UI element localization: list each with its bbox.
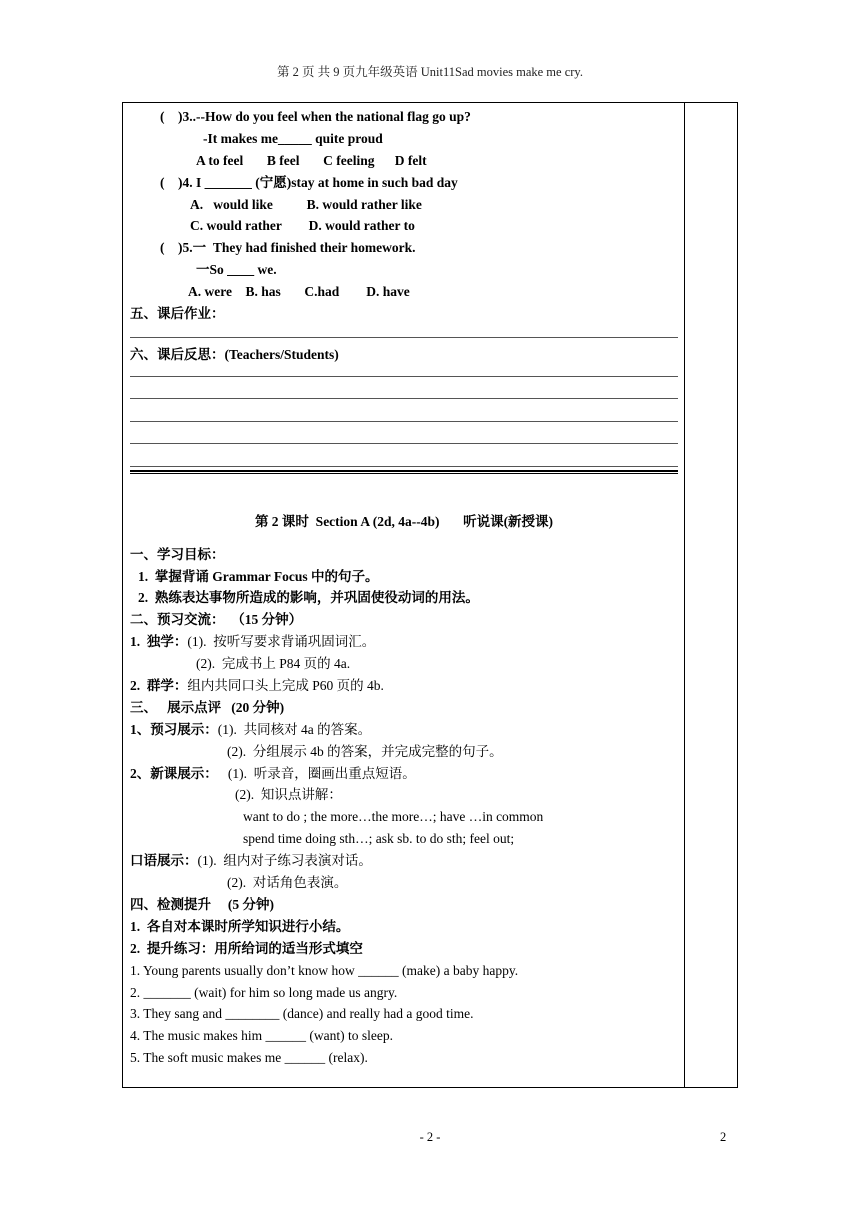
lesson-line xyxy=(130,784,678,806)
lesson-line-text: 1. 掌握背诵 Grammar Focus 中的句子。 xyxy=(138,568,379,584)
lesson-line-text: 2. 熟练表达事物所造成的影响，并巩固使役动词的用法。 xyxy=(138,590,479,606)
lesson-line-text: 5. The soft music makes me ______ (relax). xyxy=(130,1050,368,1066)
lesson-line-text: (1). 共同核对 4a 的答案。 xyxy=(217,721,372,737)
lesson-line xyxy=(130,806,678,828)
exercise-line xyxy=(130,172,678,194)
lesson-line-text: want to do ; the more…the more…; have …in common xyxy=(243,809,544,825)
lesson-line-label: 2、新课展示： xyxy=(130,765,218,781)
lesson-line-text: 1. 各自对本课时所学知识进行小结。 xyxy=(130,918,350,934)
lesson-line-text: 3. They sang and ________ (dance) and really had a good time. xyxy=(130,1006,474,1022)
lesson-line xyxy=(130,544,678,566)
page-number-center: - 2 - xyxy=(419,1130,441,1144)
lesson-line-text: 四、检测提升 (5 分钟) xyxy=(130,896,274,912)
lesson-line xyxy=(130,872,678,894)
page-header: 第 2 页 共 9 页九年级英语 Unit11Sad movies make me cry. xyxy=(277,65,583,79)
lesson-line-text: 1. Young parents usually don’t know how ______ (make) a baby happy. xyxy=(130,962,519,978)
lesson-line-text: (2). 对话角色表演。 xyxy=(227,875,348,891)
lesson-line xyxy=(130,653,678,675)
exercise-line xyxy=(130,215,678,237)
lesson-line xyxy=(130,1047,678,1069)
lesson-line xyxy=(130,697,678,719)
lesson-line-text: 2. _______ (wait) for him so long made us angry. xyxy=(130,984,398,1000)
lesson-line xyxy=(130,960,678,982)
lesson-plan xyxy=(130,544,678,1069)
lesson-line xyxy=(130,609,678,631)
exercise-line xyxy=(130,281,678,303)
answer-line xyxy=(130,399,678,422)
answer-line xyxy=(130,422,678,445)
lesson-line xyxy=(130,675,678,697)
exercise-line xyxy=(130,128,678,150)
exercise-line xyxy=(130,106,678,128)
lesson-line-text: spend time doing sth…; ask sb. to do sth; feel out; xyxy=(243,831,515,847)
lesson-line-label: 1、预习展示： xyxy=(130,721,218,737)
page-number-right: 2 xyxy=(720,1130,727,1144)
lesson-line xyxy=(130,982,678,1004)
lesson-line xyxy=(130,1003,678,1025)
lesson-line xyxy=(130,719,678,741)
lesson-line-text: (2). 完成书上 P84 页的 4a. xyxy=(196,656,351,672)
lesson-line xyxy=(130,763,678,785)
lesson-title: 第 2 课时 Section A (2d, 4a--4b) 听说课(新授课) xyxy=(254,513,554,529)
lesson-line xyxy=(130,894,678,916)
exercise-line-text: A. would like B. would rather like xyxy=(190,196,422,212)
lesson-line xyxy=(130,587,678,609)
lesson-line-text: (1). 组内对子练习表演对话。 xyxy=(197,853,372,869)
worksheet-content xyxy=(130,106,678,1069)
answer-line xyxy=(130,366,678,377)
lesson-line xyxy=(130,631,678,653)
exercise-line-text: ( )3..--How do you feel when the national flag go up? xyxy=(160,109,471,124)
lesson-line-text: 组内共同口头上完成 P60 页的 4b. xyxy=(187,678,384,694)
lesson-line xyxy=(130,916,678,938)
lesson-line-label: 2. 群学： xyxy=(130,678,188,694)
lesson-line-text: 三、 展示点评 (20 分钟) xyxy=(130,699,285,715)
exercise-list xyxy=(130,106,678,303)
exercise-line-text: C. would rather D. would rather to xyxy=(190,218,415,234)
exercise-line xyxy=(130,194,678,216)
lesson-line-text: 二、预习交流： （15 分钟） xyxy=(130,612,303,628)
lesson-line-text: 2. 提升练习：用所给词的适当形式填空 xyxy=(130,940,363,956)
section-reflection-title: 六、课后反思：(Teachers/Students) xyxy=(130,346,339,362)
answer-line xyxy=(130,325,678,338)
lesson-line-text: (2). 分组展示 4b 的答案，并完成完整的句子。 xyxy=(227,743,503,759)
lesson-line-text: (1). 听录音，圈画出重点短语。 xyxy=(217,765,416,781)
exercise-line-text: A. were B. has C.had D. have xyxy=(188,284,410,300)
exercise-line-text: ( )5.一 They had finished their homework. xyxy=(160,240,416,256)
lesson-line-text: 一、学习目标： xyxy=(130,546,225,562)
lesson-line xyxy=(130,1025,678,1047)
lesson-line-text: (2). 知识点讲解： xyxy=(235,787,342,803)
exercise-line-text: ( )4. I _______ (宁愿)stay at home in such bad day xyxy=(160,174,458,190)
lesson-line xyxy=(130,741,678,763)
lesson-line xyxy=(130,938,678,960)
table-column-divider xyxy=(684,102,685,1088)
exercise-line xyxy=(130,259,678,281)
lesson-line-text: 4. The music makes him ______ (want) to sleep. xyxy=(130,1028,393,1044)
exercise-line-text: -It makes me_____ quite proud xyxy=(203,130,383,146)
exercise-line-text: A to feel B feel C feeling D felt xyxy=(196,152,427,168)
lesson-line-text: (1). 按听写要求背诵巩固词汇。 xyxy=(187,634,376,650)
section-divider xyxy=(130,470,678,474)
exercise-line xyxy=(130,150,678,172)
lesson-line xyxy=(130,850,678,872)
lesson-line xyxy=(130,566,678,588)
lesson-line-label: 口语展示： xyxy=(130,853,198,869)
answer-line xyxy=(130,377,678,400)
answer-line xyxy=(130,444,678,467)
lesson-line-label: 1. 独学： xyxy=(130,634,188,650)
exercise-line xyxy=(130,237,678,259)
lesson-line xyxy=(130,828,678,850)
section-homework-title: 五、课后作业： xyxy=(130,306,225,322)
exercise-line-text: 一So ____ we. xyxy=(196,262,277,278)
